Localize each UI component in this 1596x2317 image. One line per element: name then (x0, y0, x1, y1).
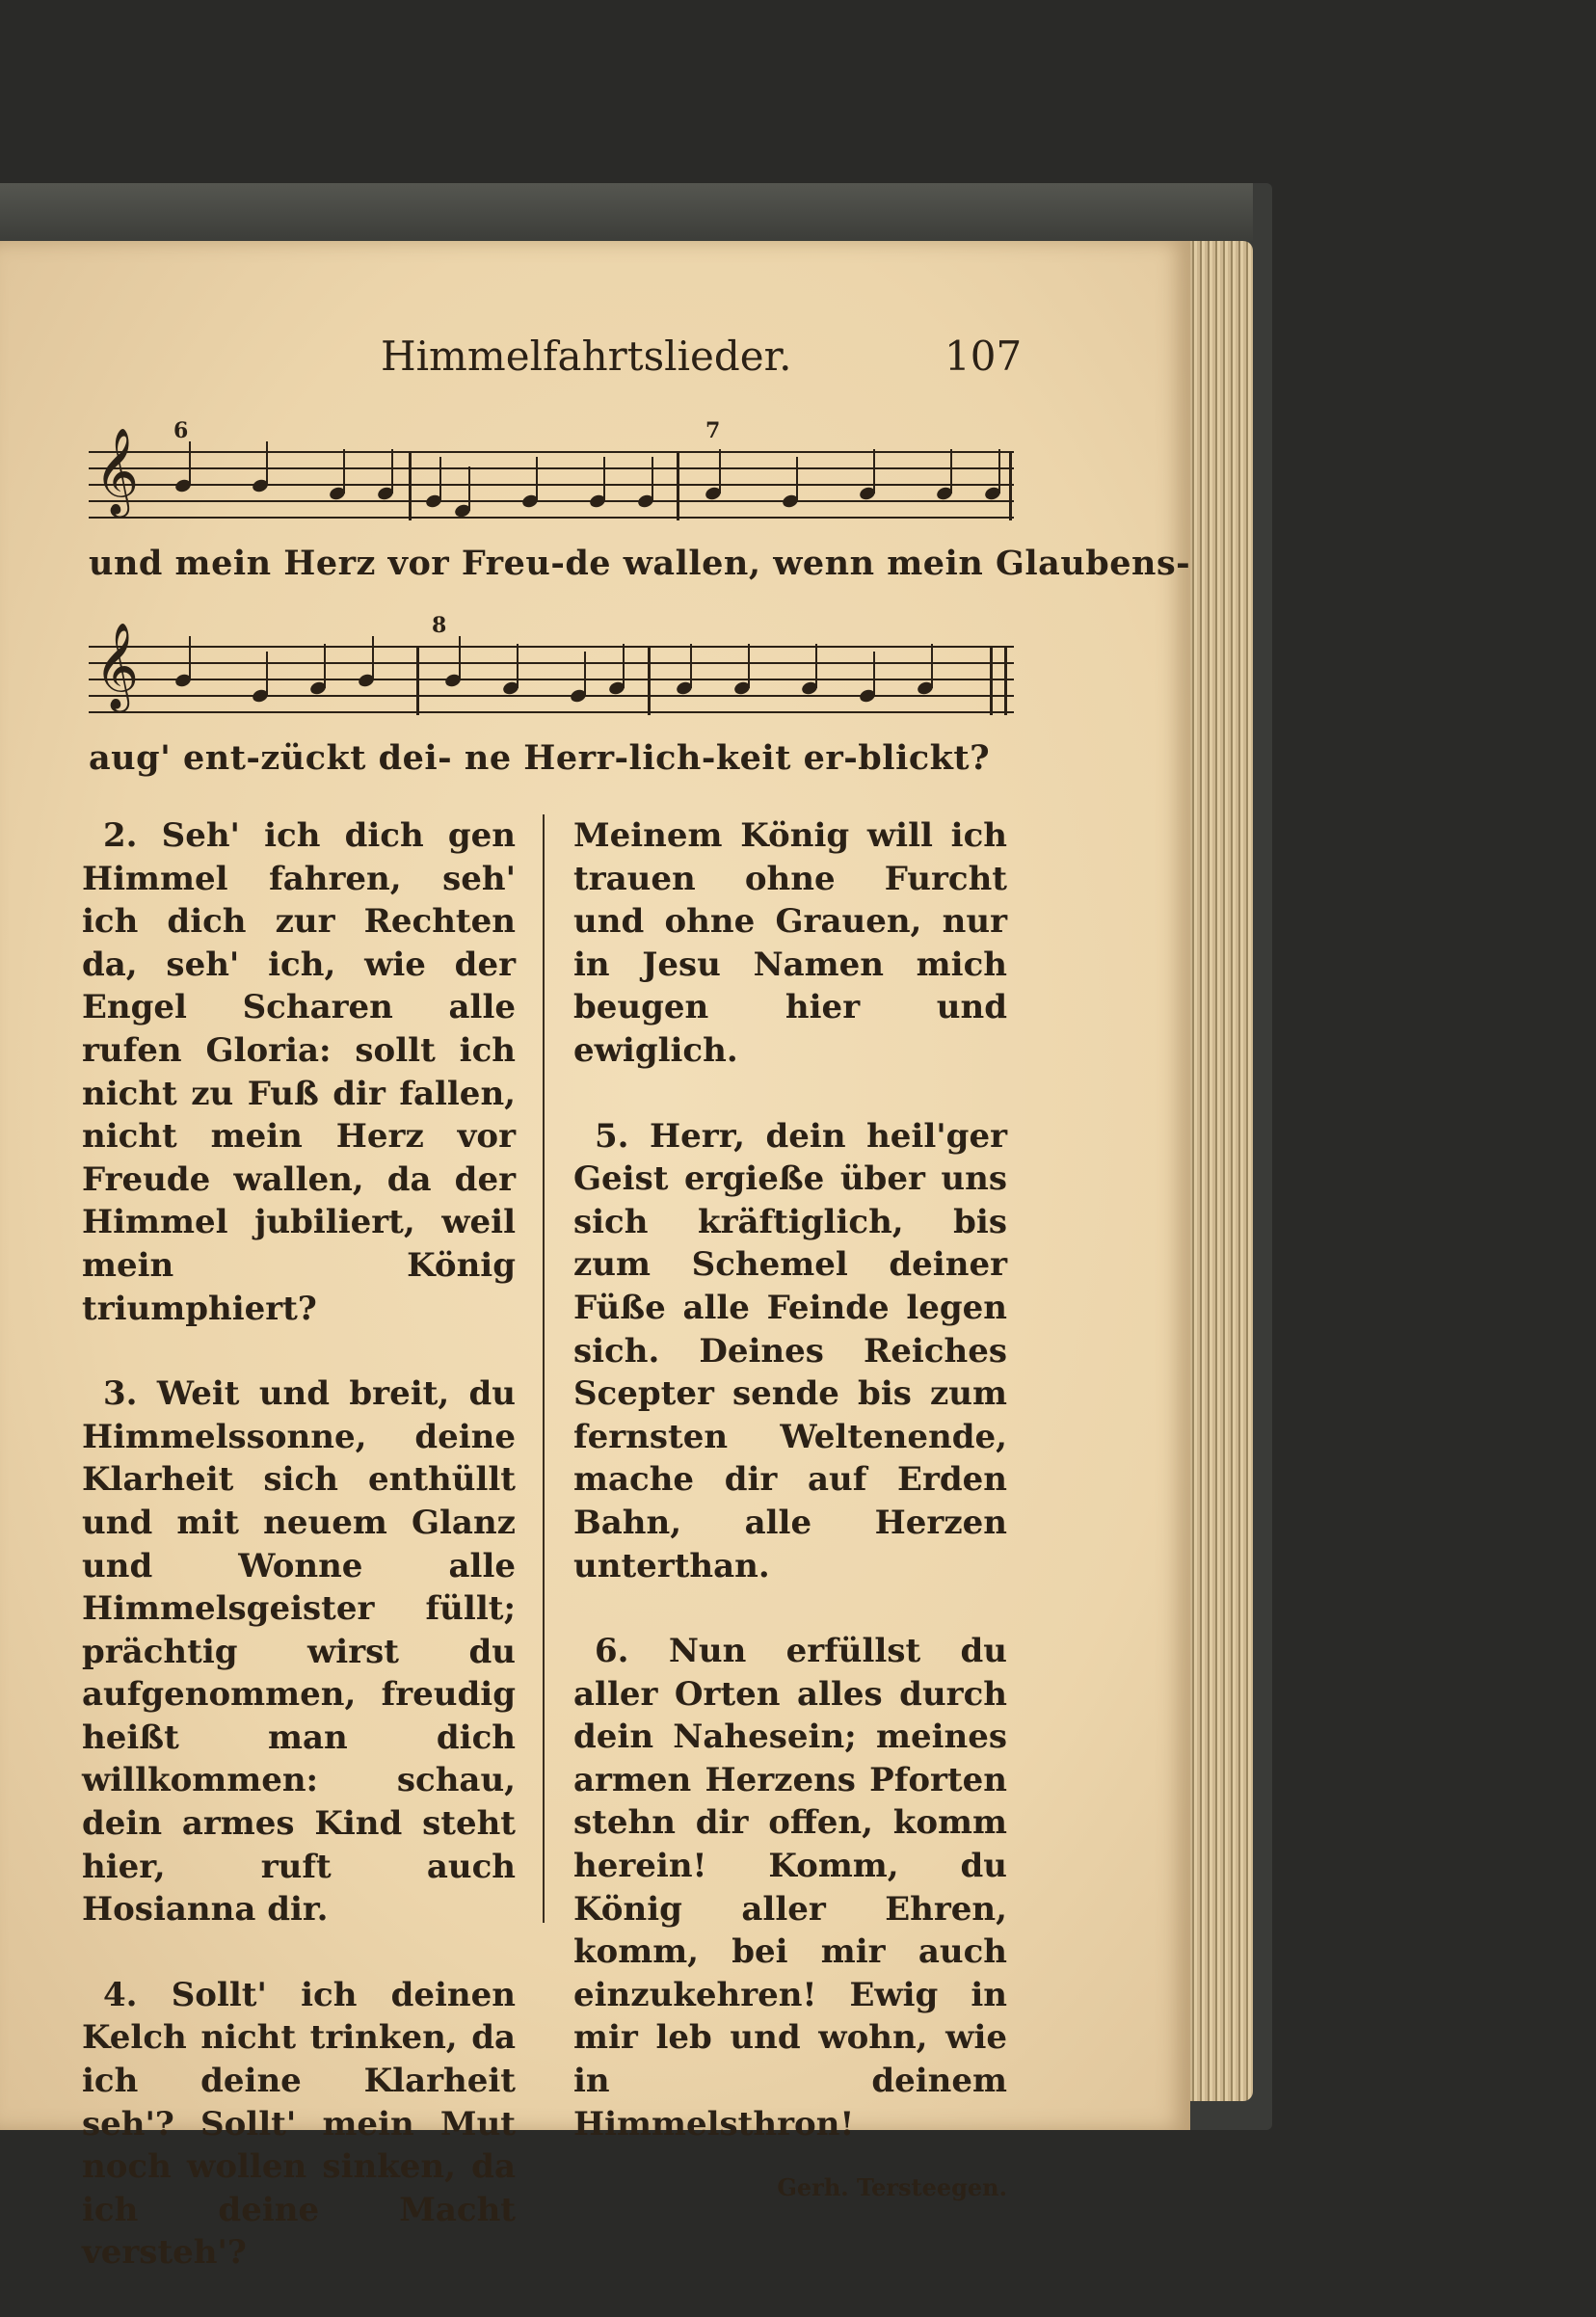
treble-clef-icon: 𝄞 (94, 623, 140, 709)
bar-line (409, 451, 412, 520)
note-stem (189, 636, 191, 680)
note-stem (459, 636, 461, 680)
music-line-1 (89, 418, 1191, 583)
note-stem (652, 457, 653, 501)
stanza: 5. Herr, dein heil'ger Geist ergieße über uns sich kräftiglich, bis zum Schemel deiner Füße alle Feinde legen sich. Deines Reiches Scepter sende bis zum fernsten Weltenende, mache dir auf Erden Bahn, alle Herzen unterthan. (573, 1116, 1007, 1585)
bar-line (416, 646, 419, 715)
lyric-line: aug' ent-zückt dei- ne Herr-lich-keit er-blickt? (89, 738, 991, 778)
stanza: 2. Seh' ich dich gen Himmel fahren, seh' ich dich zur Rechten da, seh' ich, wie der Engel Scharen alle rufen Gloria: sollt ich nicht zu Fuß dir fallen, nicht mein Herz vor Freude wallen, da der Himmel jubiliert, weil mein König triumphiert? (82, 816, 516, 1328)
note-stem (189, 441, 191, 486)
note-stem (873, 449, 875, 493)
bar-line (677, 451, 679, 520)
note-stem (623, 644, 625, 688)
note-stem (391, 449, 393, 493)
note-stem (873, 652, 875, 696)
page-header (0, 333, 1190, 390)
note-stem (439, 457, 441, 501)
bar-line (990, 646, 993, 715)
note-stem (324, 644, 326, 688)
note-stem (931, 644, 933, 688)
note-stem (796, 457, 798, 501)
note-stem (266, 652, 268, 696)
note-stem (266, 441, 268, 486)
stanza: 3. Weit und breit, du Himmelssonne, deine Klarheit sich enthüllt und mit neuem Glanz und Wonne alle Himmelsgeister füllt; prächtig wirst du aufgenommen, freudig heißt man dich willkommen: schau, dein armes Kind steht hier, ruft auch Hosianna dir. (82, 1374, 516, 1930)
music-line-2 (89, 613, 1014, 778)
book-page (0, 241, 1191, 2273)
note-stem (468, 466, 470, 511)
measure-number: 7 (705, 418, 721, 443)
note-stem (584, 652, 586, 696)
stanza: Meinem König will ich trauen ohne Furcht und ohne Grauen, nur in Jesu Namen mich beugen hier und ewiglich. (573, 816, 1007, 1070)
note-stem (719, 449, 721, 493)
note-stem (343, 449, 345, 493)
running-head: Himmelfahrtslieder. (381, 333, 792, 380)
note-stem (748, 644, 750, 688)
lyric-line: und mein Herz vor Freu-de wallen, wenn mein Glaubens- (89, 544, 1191, 583)
author-credit: Gerh. Tersteegen. (777, 2173, 1007, 2202)
book-cover-top (0, 183, 1253, 241)
right-column (573, 814, 1007, 2210)
note-stem (950, 449, 952, 493)
note-stem (536, 457, 538, 501)
note-stem (815, 644, 817, 688)
bar-line (648, 646, 651, 715)
page-number: 107 (944, 333, 1023, 380)
music-staff (89, 418, 1014, 519)
stanza: 4. Sollt' ich deinen Kelch nicht trinken, da ich deine Klarheit seh'? Sollt' mein Mut noch wollen sinken, da ich deine Macht versteh'? (82, 1975, 516, 2273)
column-divider (543, 814, 545, 1923)
treble-clef-icon: 𝄞 (94, 428, 140, 515)
bar-line (1004, 646, 1007, 715)
left-column (82, 814, 516, 2317)
note-stem (372, 636, 374, 680)
note-stem (603, 457, 605, 501)
note-stem (517, 644, 519, 688)
bar-line (1009, 451, 1012, 520)
note-stem (998, 449, 1000, 493)
measure-number: 8 (432, 613, 447, 638)
measure-number: 6 (173, 418, 189, 443)
music-staff (89, 613, 1014, 713)
note-stem (690, 644, 692, 688)
stanza: 6. Nun erfüllst du aller Orten alles durch dein Nahesein; meines armen Herzens Pforten stehn dir offen, komm herein! Komm, du König aller Ehren, komm, bei mir auch einzukehren! Ewig in mir leb und wohn, wie in deinem Himmelsthron! (573, 1632, 1007, 2144)
